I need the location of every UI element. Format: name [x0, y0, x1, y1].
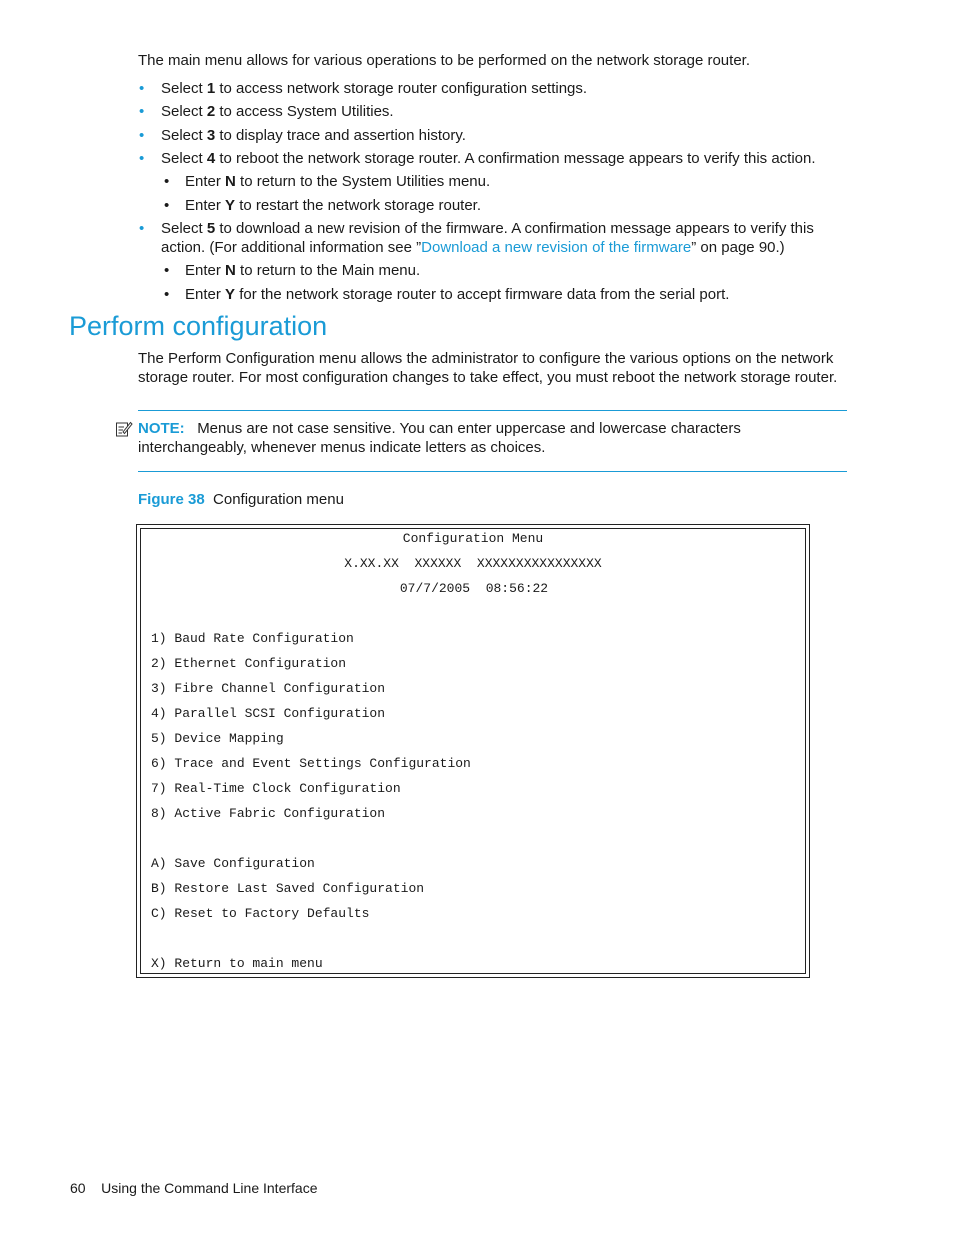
menu-item[interactable]: 7) Real-Time Clock Configuration — [151, 781, 401, 796]
bullet-marker: • — [139, 220, 145, 237]
sub-bullet-item: Enter N to return to the System Utilities menu. — [185, 173, 491, 190]
note-bottom-rule — [138, 471, 847, 472]
sub-bullet-item: Enter Y for the network storage router to accept firmware data from the serial port. — [185, 286, 730, 303]
menu-item[interactable]: 8) Active Fabric Configuration — [151, 806, 386, 821]
menu-item[interactable]: 1) Baud Rate Configuration — [151, 631, 354, 646]
menu-title: Configuration Menu — [402, 531, 544, 546]
bullet-item-4: Select 4 to reboot the network storage router. A confirmation message appears to verify this action. — [161, 150, 816, 167]
menu-item[interactable]: 6) Trace and Event Settings Configuration — [151, 756, 471, 771]
sub-bullet-marker: • — [164, 197, 170, 214]
section-paragraph: The Perform Configuration menu allows the administrator to configure the various options on the network storage router. For most configuration changes to take effect, you must reboot the network storage router. — [138, 350, 838, 386]
bullet-marker: • — [139, 103, 145, 120]
menu-item[interactable]: 5) Device Mapping — [151, 731, 284, 746]
note-label: NOTE: — [138, 420, 185, 437]
bullet-marker: • — [139, 80, 145, 97]
menu-datetime: 07/7/2005 08:56:22 — [399, 581, 549, 596]
note-top-rule — [138, 410, 847, 411]
configuration-menu-screen — [136, 524, 810, 978]
bullet-marker: • — [139, 127, 145, 144]
menu-exit[interactable]: X) Return to main menu — [151, 956, 323, 971]
sub-bullet-item: Enter N to return to the Main menu. — [185, 262, 421, 279]
menu-item[interactable]: 3) Fibre Channel Configuration — [151, 681, 386, 696]
bullet-item-1: Select 1 to access network storage router configuration settings. — [161, 80, 588, 97]
sub-bullet-marker: • — [164, 262, 170, 279]
bullet-item-5: Select 5 to download a new revision of the firmware. A confirmation message appears to verify this action. (For additional information see ”Download a new revision of the firmware” on page 90.) — [161, 220, 814, 256]
firmware-download-link[interactable]: Download a new revision of the firmware — [421, 239, 692, 256]
bullet-item-3: Select 3 to display trace and assertion history. — [161, 127, 466, 144]
note-body: NOTE: Menus are not case sensitive. You can enter uppercase and lowercase characters interchangeably, whenever menus indicate letters as choices. — [138, 420, 741, 456]
page-footer — [70, 1179, 317, 1197]
chapter-title: Using the Command Line Interface — [101, 1180, 318, 1196]
figure-caption: Figure 38 Configuration menu — [138, 491, 344, 508]
section-heading: Perform configuration — [69, 311, 328, 341]
page-number: 60 — [70, 1180, 86, 1196]
bullet-marker: • — [139, 150, 145, 167]
bullet-item-2: Select 2 to access System Utilities. — [161, 103, 394, 120]
intro-paragraph: The main menu allows for various operations to be performed on the network storage router. — [138, 52, 750, 69]
menu-action[interactable]: A) Save Configuration — [151, 856, 315, 871]
menu-action[interactable]: C) Reset to Factory Defaults — [151, 906, 370, 921]
figure-label: Figure 38 — [138, 491, 205, 508]
menu-version: X.XX.XX XXXXXX XXXXXXXXXXXXXXXX — [344, 556, 602, 571]
menu-item[interactable]: 4) Parallel SCSI Configuration — [151, 706, 386, 721]
sub-bullet-marker: • — [164, 173, 170, 190]
sub-bullet-marker: • — [164, 286, 170, 303]
sub-bullet-item: Enter Y to restart the network storage router. — [185, 197, 482, 214]
menu-action[interactable]: B) Restore Last Saved Configuration — [151, 881, 425, 896]
note-pencil-icon — [115, 420, 133, 438]
menu-item[interactable]: 2) Ethernet Configuration — [151, 656, 347, 671]
